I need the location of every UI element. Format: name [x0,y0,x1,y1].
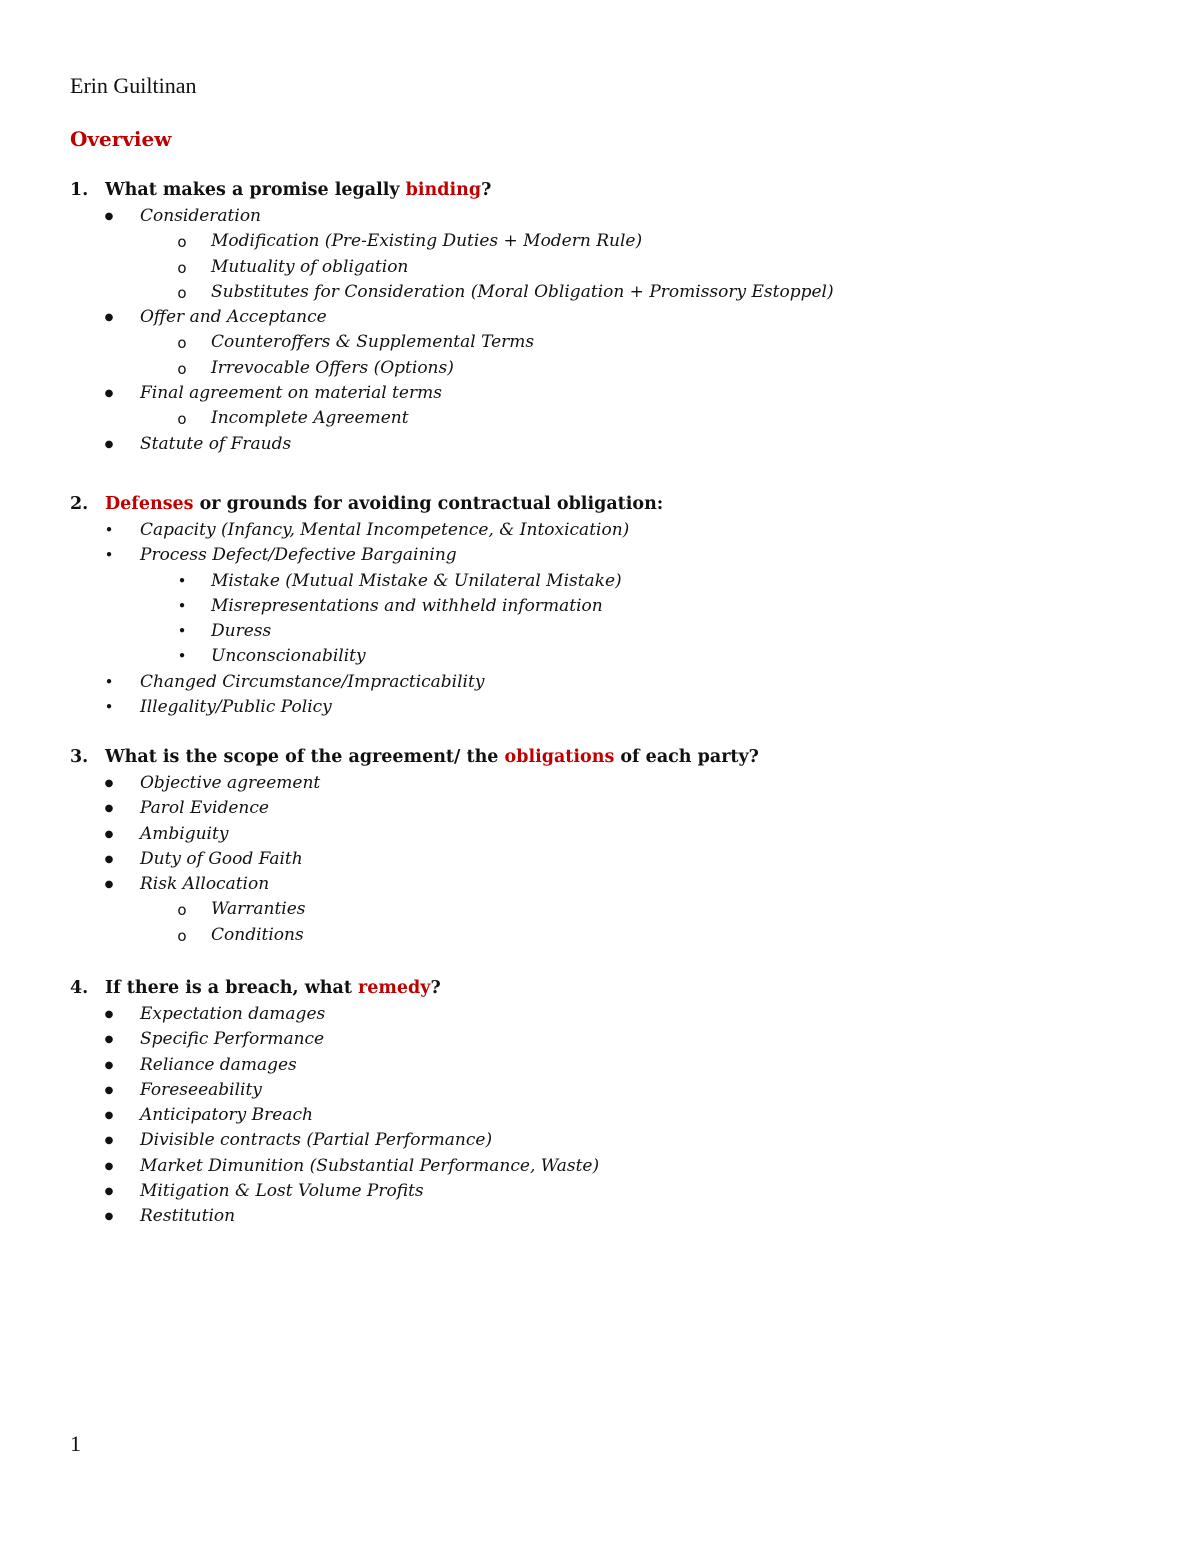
list-item [0,594,1200,619]
bullet-icon [99,1154,119,1181]
list-item [0,1128,1200,1153]
question-keyword: Defenses [105,494,194,514]
list-item [0,255,1200,280]
bullet-icon [99,1078,119,1105]
list-item [0,670,1200,695]
list-item-text: Warranties [211,899,306,920]
list-item [0,771,1200,796]
bullet-icon [99,796,119,823]
list-item-text: Changed Circumstance/Impracticability [140,671,485,692]
question-text-before: If there is a breach, what [105,978,359,998]
list-item [0,822,1200,847]
list-item-text: Mitigation & Lost Volume Profits [140,1181,424,1202]
list-item-text: Duty of Good Faith [140,848,303,869]
list-item-text: Specific Performance [140,1029,325,1050]
list-item [0,305,1200,330]
question-keyword: binding [405,180,482,200]
bullet-icon [99,822,119,849]
list-item-text: Final agreement on material terms [140,383,442,404]
section-number: 1. [70,180,89,200]
list-item-text: Modification (Pre-Existing Duties + Modern Rule) [211,231,643,252]
list-item [0,569,1200,594]
list-item [0,695,1200,720]
bullet-icon [99,543,119,568]
bullet-icon [99,432,119,459]
outline-section-1 [0,176,1200,457]
list-item-text: Irrevocable Offers (Options) [211,357,454,378]
bullet-icon [99,1103,119,1130]
list-item [0,1154,1200,1179]
bullet-icon [99,1002,119,1029]
list-item-text: Consideration [140,206,262,226]
question-text [105,743,759,771]
question-keyword: obligations [504,747,615,767]
list-item-text: Unconscionability [211,646,366,667]
question-text-after: of each party? [614,747,759,767]
list-item-text: Reliance damages [140,1054,297,1075]
list-item-text: Statute of Frauds [140,433,292,454]
list-item [0,923,1200,948]
list-item [0,619,1200,644]
question-text [105,176,491,204]
list-item [0,280,1200,305]
list-item-text: Expectation damages [140,1004,326,1024]
list-item-text: Counteroffers & Supplemental Terms [211,332,535,353]
circle-bullet-icon [172,356,192,381]
page-number: 1 [70,1431,81,1456]
list-item-text: Divisible contracts (Partial Performance) [140,1130,493,1151]
list-item-text: Market Dimunition (Substantial Performance, Waste) [140,1155,600,1176]
list-item-text: Risk Allocation [140,874,270,895]
list-item-text: Substitutes for Consideration (Moral Obligation + Promissory Estoppel) [211,281,834,302]
bullet-icon [99,518,119,543]
bullet-icon [99,771,119,798]
circle-bullet-icon [172,923,192,948]
bullet-icon [99,204,119,231]
circle-bullet-icon [172,897,192,922]
section-question [0,490,1200,518]
question-text [105,974,441,1002]
question-text [105,490,663,518]
bullet-icon [99,695,119,720]
list-item-text: Anticipatory Breach [140,1105,313,1126]
bullet-icon [99,1027,119,1054]
section-number: 3. [70,747,89,767]
bullet-icon [172,594,192,619]
list-item-text: Offer and Acceptance [140,307,327,328]
bullet-icon [99,1179,119,1206]
question-text-after: ? [481,180,492,200]
list-item [0,330,1200,355]
question-text-after: ? [430,978,441,998]
section-number: 4. [70,978,89,998]
list-item [0,1103,1200,1128]
circle-bullet-icon [172,229,192,254]
bullet-icon [99,1053,119,1080]
list-item [0,1027,1200,1052]
list-item [0,796,1200,821]
circle-bullet-icon [172,280,192,305]
outline-section-2 [0,490,1200,720]
circle-bullet-icon [172,406,192,431]
bullet-icon [99,381,119,408]
list-item-text: Restitution [140,1206,236,1227]
bullet-icon [172,569,192,594]
question-text-before: What is the scope of the agreement/ the [105,747,505,767]
question-keyword: remedy [358,978,431,998]
bullet-icon [172,644,192,669]
bullet-icon [99,305,119,332]
question-text-after: or grounds for avoiding contractual obligation: [193,494,664,514]
list-item-text: Misrepresentations and withheld information [211,595,603,616]
bullet-icon [99,670,119,695]
bullet-icon [99,847,119,874]
circle-bullet-icon [172,330,192,355]
circle-bullet-icon [172,255,192,280]
list-item-text: Objective agreement [140,773,321,793]
overview-heading: Overview [70,127,172,151]
list-item [0,406,1200,431]
outline-section-4 [0,974,1200,1230]
author-name: Erin Guiltinan [70,73,197,98]
bullet-icon [99,1128,119,1155]
list-item [0,897,1200,922]
list-item [0,1078,1200,1103]
list-item [0,644,1200,669]
list-item [0,1053,1200,1078]
list-item-text: Capacity (Infancy, Mental Incompetence, & Intoxication) [140,520,630,540]
list-item [0,1002,1200,1027]
bullet-icon [99,872,119,899]
list-item-text: Parol Evidence [140,798,269,819]
bullet-icon [172,619,192,644]
list-item-text: Ambiguity [140,823,229,844]
list-item-text: Incomplete Agreement [211,408,409,429]
list-item [0,432,1200,457]
outline-section-3 [0,743,1200,948]
section-number: 2. [70,494,89,514]
list-item-text: Process Defect/Defective Bargaining [140,545,457,566]
section-question [0,176,1200,204]
list-item-text: Mutuality of obligation [211,256,409,277]
question-text-before: What makes a promise legally [105,180,406,200]
list-item-text: Illegality/Public Policy [140,697,332,718]
list-item [0,356,1200,381]
list-item-text: Duress [211,621,272,642]
list-item [0,543,1200,568]
list-item [0,381,1200,406]
list-item [0,1179,1200,1204]
section-question [0,743,1200,771]
section-question [0,974,1200,1002]
list-item [0,847,1200,872]
list-item [0,229,1200,254]
list-item [0,518,1200,543]
list-item [0,872,1200,897]
bullet-icon [99,1204,119,1231]
list-item-text: Foreseeability [140,1079,262,1100]
list-item-text: Mistake (Mutual Mistake & Unilateral Mistake) [211,570,622,591]
list-item [0,204,1200,229]
list-item-text: Conditions [211,924,304,945]
list-item [0,1204,1200,1229]
